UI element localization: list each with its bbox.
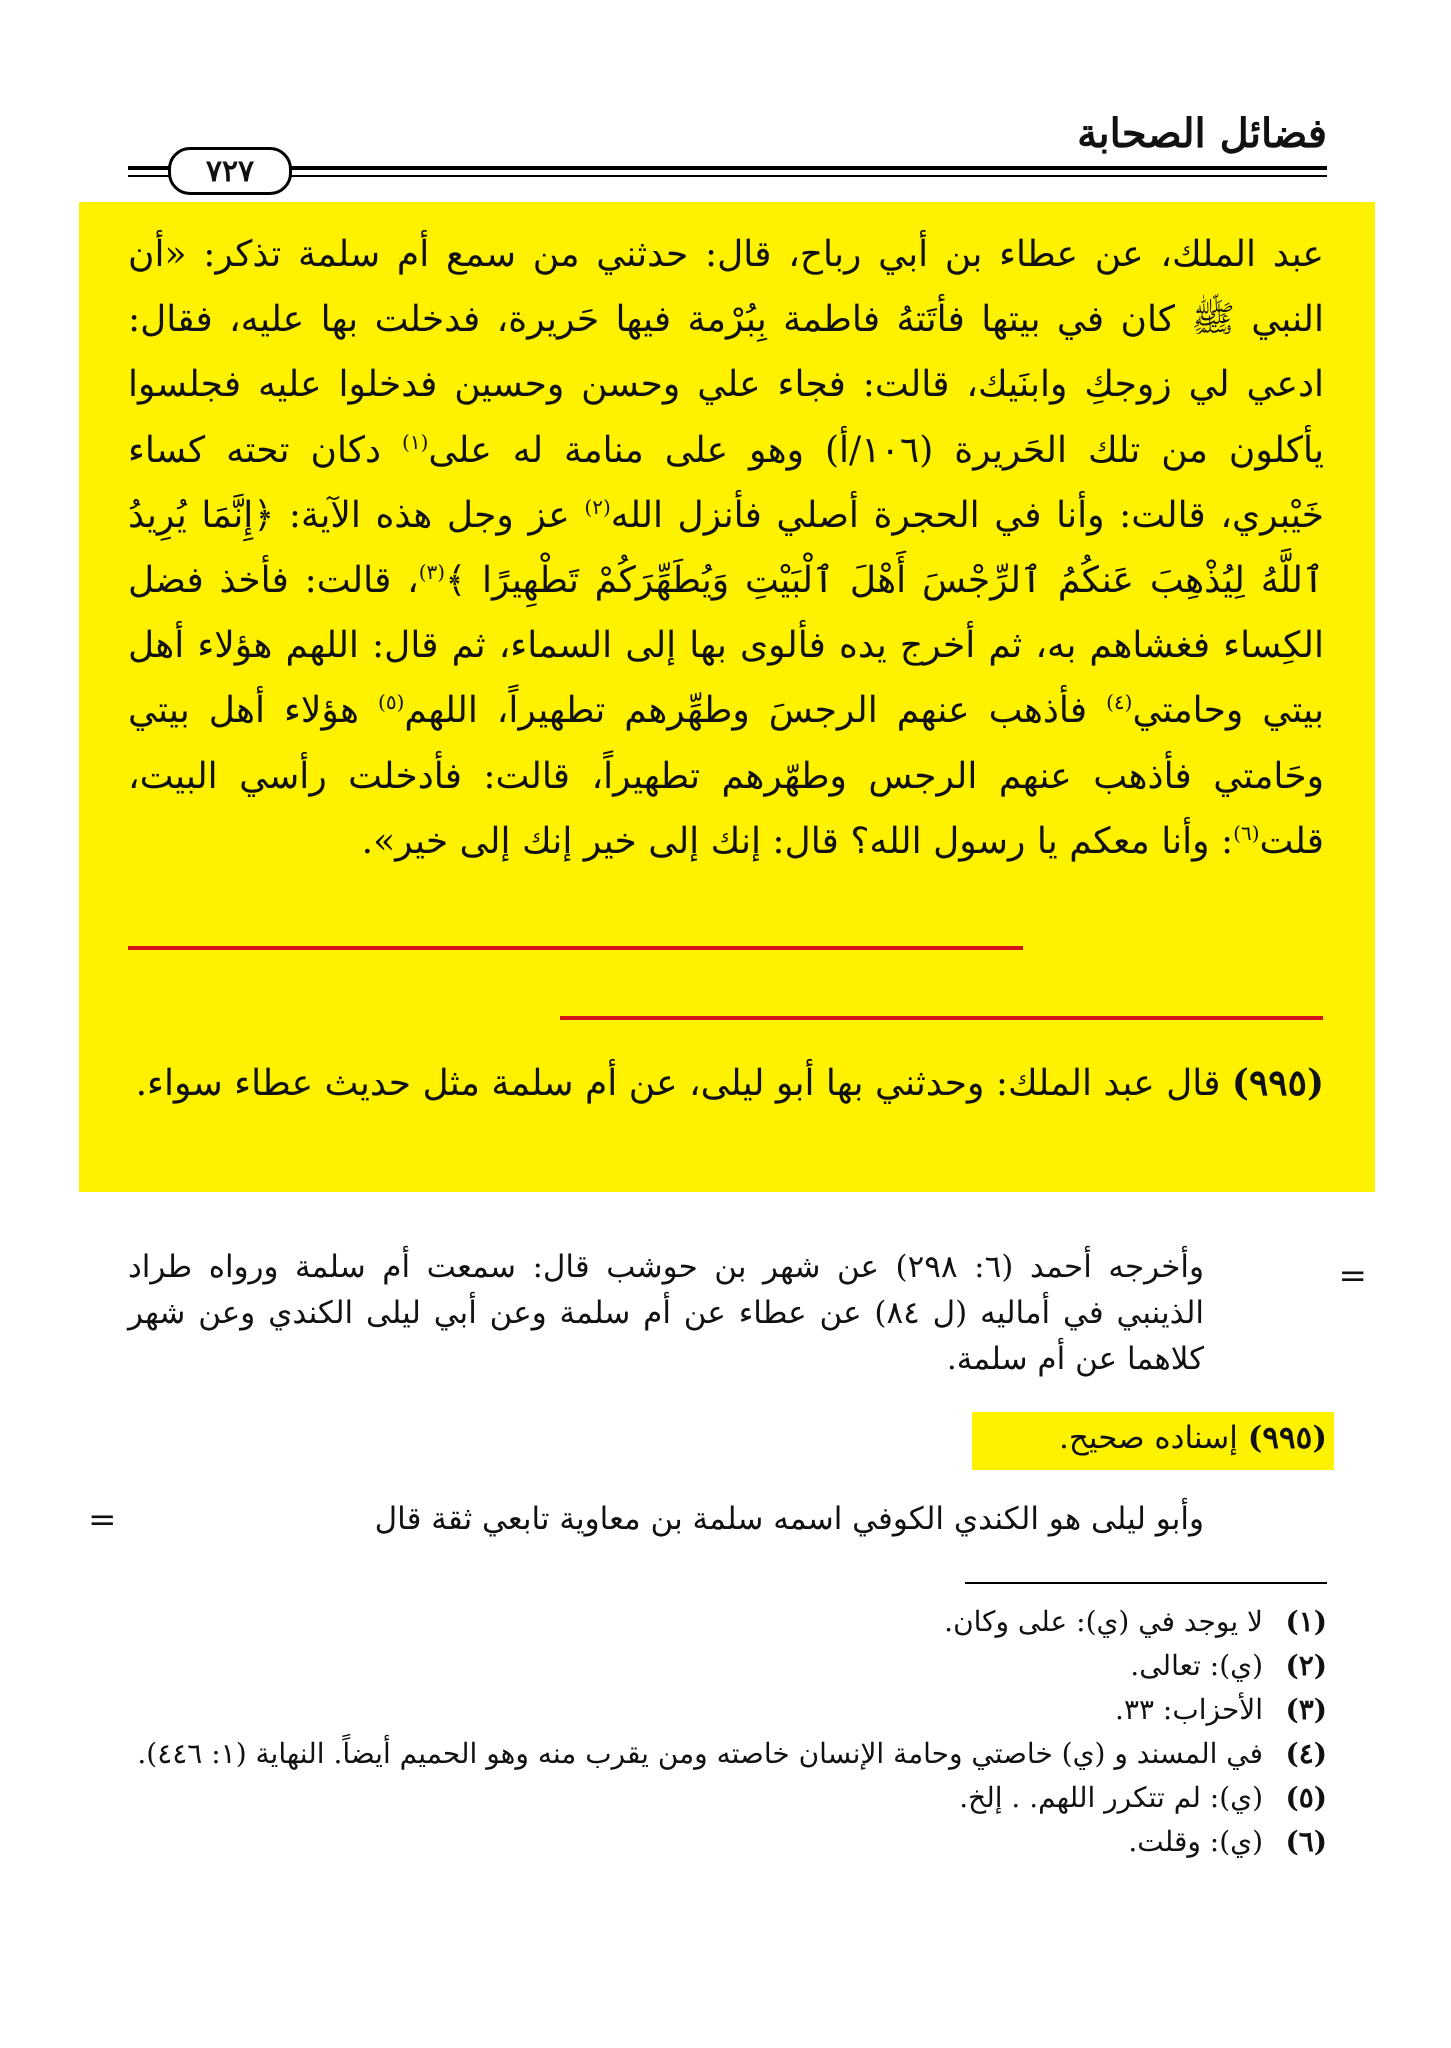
header-rule-thin	[128, 175, 1327, 177]
footnote-number: (٣)	[1285, 1693, 1327, 1726]
hadith-995	[128, 1050, 1324, 1117]
footnote-marker: (٥)	[378, 690, 405, 715]
continuation-mark: =	[1338, 1256, 1367, 1296]
commentary-text: وأخرجه أحمد (٦: ٢٩٨) عن شهر بن حوشب قال: سمعت أم سلمة ورواه طراد الذينبي في أماليه (ل ٨٤) عن عطاء عن أم سلمة وعن أبي ليلى الكندي وعن شهر كلاهما عن أم سلمة.	[128, 1249, 1204, 1377]
text-line: وطهّرهم تطهيراً، قالت: فأدخلت رأسي البيت، قلت	[128, 755, 1324, 862]
footnote-text: الأحزاب: ٣٣.	[1115, 1693, 1263, 1726]
red-underline	[128, 946, 1023, 950]
text-line: ، قالت: فأخذ	[219, 560, 419, 602]
text-line: قال: اللهم هؤلاء أهل بيتي وحامتي	[128, 625, 1324, 732]
isnad-line	[1059, 1420, 1327, 1456]
footnote-marker: (١)	[402, 429, 429, 454]
text-line: وهو على منامة له على	[428, 429, 805, 471]
text-line: رسول الله؟ قال: إنك إلى خير إنك إلى خير».	[361, 820, 1026, 862]
quran-verse: عز وجل هذه الآية: ﴿إِنَّمَا يُرِيدُ ٱللَّهُ	[128, 494, 1324, 602]
footnote	[137, 1820, 1327, 1864]
text-line: الحجرة أصلي فأنزل الله	[610, 494, 980, 536]
footnote-number: (٦)	[1285, 1825, 1327, 1858]
header-rule-thick	[128, 166, 1327, 170]
commentary-text-2: وأبو ليلى هو الكندي الكوفي اسمه سلمة بن معاوية تابعي ثقة قال	[374, 1501, 1204, 1537]
footnote-text: (ي): تعالى.	[1130, 1649, 1263, 1682]
isnad-grade: إسناده صحيح.	[1059, 1420, 1248, 1456]
footnote-text: في المسند و (ي) خاصتي وحامة الإنسان خاصته ومن يقرب منه وهو الحميم أيضاً. النهاية (١: ٤٤٦).	[137, 1737, 1263, 1770]
hadith-995-text: قال عبد الملك: وحدثني بها أبو ليلى، عن أم سلمة مثل حديث عطاء سواء.	[135, 1063, 1232, 1104]
text-line: وحسن وحسين فدخلوا عليه فجلسوا يأكلون من تلك الحَريرة (١٠٦/أ)	[128, 364, 1324, 471]
footnote-marker: (٢)	[584, 494, 611, 519]
text-line: عبد الملك، عن عطاء بن أبي رباح، قال: حدثني من سمع أم سلمة	[297, 234, 1324, 275]
footnote-marker: (٣)	[418, 560, 446, 585]
text-line: تطهيراً، اللهم	[404, 690, 606, 732]
hadith-text	[128, 222, 1324, 874]
hadith-number: (٩٩٥)	[1247, 1420, 1327, 1456]
footnote-text: (ي): وقلت.	[1128, 1825, 1263, 1858]
footnote	[137, 1688, 1327, 1732]
text-line: فضل الكِساء فغشاهم به، ثم أخرج يده فألوى بها إلى السماء، ثم	[128, 560, 1324, 667]
footnote-text: لا يوجد في (ي): على وكان.	[944, 1605, 1263, 1638]
footnote-number: (١)	[1285, 1605, 1327, 1638]
quran-verse: لِيُذْهِبَ عَنكُمُ ٱلرِّجْسَ أَهْلَ ٱلْبَيْتِ وَيُطَهِّرَكُمْ تَطْهِيرًا ﴾	[445, 560, 1245, 602]
hadith-number: (٩٩٥)	[1231, 1062, 1324, 1104]
text-line: فدخلت بها عليه، فقال: ادعي لي زوجكِ وابنَيك، قالت: فجاء علي	[128, 299, 1324, 406]
text-line: تذكر: «أن النبي ﷺ كان في بيتها فأتَتهُ فاطمة بِبُرْمة فيها حَريرة،	[128, 234, 1324, 341]
text-line: : وأنا معكم يا	[1036, 820, 1234, 862]
footnote-text: (ي): لم تتكرر اللهم. . إلخ.	[959, 1781, 1263, 1814]
footnote	[137, 1776, 1327, 1820]
footnote-number: (٥)	[1285, 1781, 1327, 1814]
footnote-separator	[965, 1582, 1327, 1584]
text-line: دكان تحته كساء خَيْبري، قالت: وأنا في	[128, 429, 1325, 536]
footnotes	[137, 1600, 1327, 1864]
red-underline	[560, 1016, 1323, 1020]
footnote-number: (٤)	[1285, 1737, 1327, 1770]
page-number: ٧٢٧	[168, 147, 292, 195]
footnote	[137, 1600, 1327, 1644]
footnote-number: (٢)	[1285, 1649, 1327, 1682]
continuation-mark: =	[88, 1500, 117, 1540]
footnote	[137, 1644, 1327, 1688]
footnote	[137, 1732, 1327, 1776]
text-line: هؤلاء أهل بيتي وحَامتي فأذهب عنهم الرجس	[128, 690, 1324, 797]
text-line: فأذهب عنهم الرجسَ وطهِّرهم	[624, 690, 1107, 732]
running-header-title: فضائل الصحابة	[1077, 110, 1327, 157]
footnote-marker: (٤)	[1106, 690, 1133, 715]
footnote-marker: (٦)	[1233, 820, 1260, 845]
